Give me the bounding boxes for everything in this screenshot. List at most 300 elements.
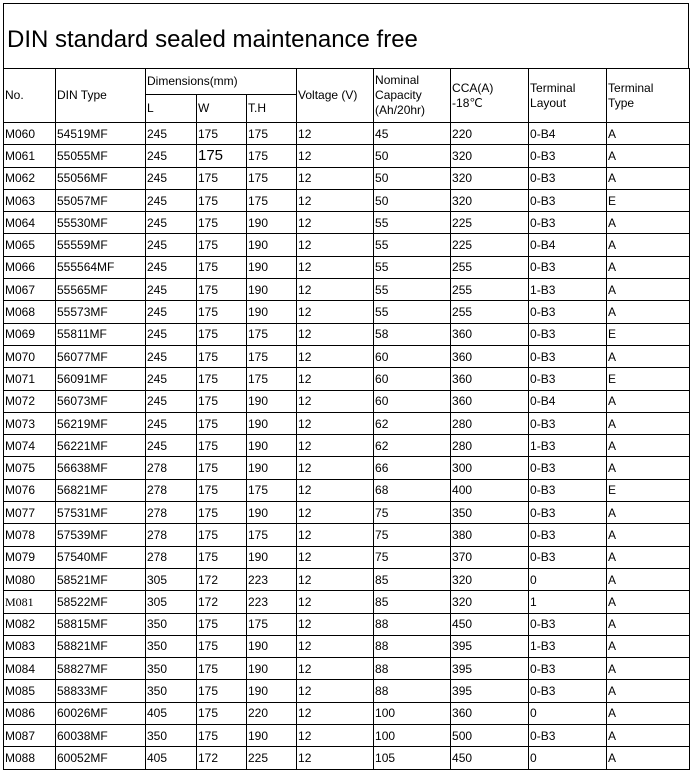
cell-cca: 320: [451, 591, 529, 613]
cell-din-type: 56077MF: [56, 345, 146, 367]
cell-terminal-layout: 0-B3: [529, 658, 607, 680]
cell-voltage: 12: [297, 301, 374, 323]
cell-capacity: 85: [374, 568, 451, 590]
cell-terminal-type: A: [607, 390, 690, 412]
cell-din-type: 55811MF: [56, 323, 146, 345]
cell-din-type: 56638MF: [56, 457, 146, 479]
cell-no: M073: [4, 412, 56, 434]
cell-voltage: 12: [297, 123, 374, 145]
cell-terminal-layout: 1-B3: [529, 279, 607, 301]
cell-length: 245: [146, 279, 197, 301]
header-terminal-type-line1: Terminal: [608, 80, 654, 95]
header-no: No.: [4, 69, 56, 123]
cell-height: 175: [247, 145, 297, 167]
cell-height: 190: [247, 301, 297, 323]
cell-cca: 255: [451, 279, 529, 301]
table-row: [4, 412, 690, 434]
cell-no: M070: [4, 345, 56, 367]
cell-width: 175: [197, 635, 247, 657]
cell-width: 172: [197, 591, 247, 613]
cell-voltage: 12: [297, 390, 374, 412]
cell-terminal-type: A: [607, 167, 690, 189]
cell-capacity: 50: [374, 167, 451, 189]
cell-height: 175: [247, 323, 297, 345]
cell-terminal-type: A: [607, 546, 690, 568]
cell-capacity: 62: [374, 412, 451, 434]
cell-voltage: 12: [297, 747, 374, 769]
cell-capacity: 60: [374, 345, 451, 367]
table-row: [4, 502, 690, 524]
cell-no: M063: [4, 189, 56, 211]
cell-length: 278: [146, 502, 197, 524]
cell-din-type: 58827MF: [56, 658, 146, 680]
cell-din-type: 58521MF: [56, 568, 146, 590]
table-row: [4, 368, 690, 390]
cell-no: M060: [4, 123, 56, 145]
table-row: [4, 145, 690, 167]
cell-no: M086: [4, 702, 56, 724]
cell-din-type: 55559MF: [56, 234, 146, 256]
cell-terminal-layout: 0: [529, 747, 607, 769]
cell-voltage: 12: [297, 345, 374, 367]
table-row: [4, 658, 690, 680]
cell-no: M085: [4, 680, 56, 702]
cell-capacity: 100: [374, 702, 451, 724]
cell-length: 305: [146, 568, 197, 590]
table-row: [4, 167, 690, 189]
cell-terminal-layout: 0-B3: [529, 613, 607, 635]
cell-width: 175: [197, 457, 247, 479]
cell-length: 350: [146, 725, 197, 747]
header-voltage: Voltage (V): [297, 69, 374, 123]
cell-cca: 350: [451, 502, 529, 524]
cell-din-type: 55573MF: [56, 301, 146, 323]
cell-din-type: 58821MF: [56, 635, 146, 657]
cell-length: 350: [146, 680, 197, 702]
cell-din-type: 55565MF: [56, 279, 146, 301]
cell-terminal-layout: 0-B3: [529, 167, 607, 189]
cell-length: 278: [146, 546, 197, 568]
cell-capacity: 66: [374, 457, 451, 479]
cell-height: 175: [247, 345, 297, 367]
cell-no: M071: [4, 368, 56, 390]
cell-width: 175: [197, 502, 247, 524]
cell-din-type: 56073MF: [56, 390, 146, 412]
cell-height: 190: [247, 212, 297, 234]
cell-terminal-layout: 0-B3: [529, 345, 607, 367]
header-dim-l: L: [146, 95, 197, 123]
cell-terminal-type: A: [607, 301, 690, 323]
cell-terminal-type: E: [607, 479, 690, 501]
cell-width: 175: [197, 613, 247, 635]
cell-height: 223: [247, 568, 297, 590]
cell-capacity: 60: [374, 390, 451, 412]
cell-width: 175: [197, 546, 247, 568]
cell-length: 350: [146, 613, 197, 635]
cell-cca: 500: [451, 725, 529, 747]
cell-no: M078: [4, 524, 56, 546]
cell-terminal-layout: 0-B3: [529, 256, 607, 278]
cell-no: M080: [4, 568, 56, 590]
cell-terminal-layout: 1: [529, 591, 607, 613]
cell-height: 190: [247, 279, 297, 301]
cell-capacity: 88: [374, 680, 451, 702]
cell-width: 175: [197, 702, 247, 724]
cell-din-type: 60052MF: [56, 747, 146, 769]
header-capacity: [374, 69, 451, 123]
cell-cca: 225: [451, 212, 529, 234]
cell-terminal-layout: 0-B3: [529, 502, 607, 524]
cell-capacity: 58: [374, 323, 451, 345]
cell-terminal-type: A: [607, 256, 690, 278]
cell-din-type: 58522MF: [56, 591, 146, 613]
cell-height: 175: [247, 479, 297, 501]
cell-din-type: 55057MF: [56, 189, 146, 211]
cell-height: 225: [247, 747, 297, 769]
cell-length: 245: [146, 435, 197, 457]
cell-terminal-type: A: [607, 435, 690, 457]
cell-no: M075: [4, 457, 56, 479]
cell-height: 220: [247, 702, 297, 724]
cell-capacity: 62: [374, 435, 451, 457]
cell-width: 175: [197, 256, 247, 278]
cell-voltage: 12: [297, 658, 374, 680]
cell-cca: 370: [451, 546, 529, 568]
cell-cca: 320: [451, 189, 529, 211]
cell-no: M069: [4, 323, 56, 345]
cell-din-type: 55530MF: [56, 212, 146, 234]
cell-no: M061: [4, 145, 56, 167]
cell-capacity: 50: [374, 145, 451, 167]
cell-cca: 395: [451, 658, 529, 680]
cell-height: 190: [247, 390, 297, 412]
cell-width: 175: [197, 390, 247, 412]
cell-height: 175: [247, 613, 297, 635]
header-terminal-layout-line1: Terminal: [530, 80, 576, 95]
page-title: DIN standard sealed maintenance free: [3, 3, 689, 69]
cell-cca: 395: [451, 635, 529, 657]
cell-no: M066: [4, 256, 56, 278]
cell-terminal-type: A: [607, 613, 690, 635]
cell-capacity: 75: [374, 524, 451, 546]
table-row: [4, 479, 690, 501]
cell-terminal-layout: 0-B3: [529, 189, 607, 211]
cell-terminal-type: E: [607, 323, 690, 345]
cell-voltage: 12: [297, 613, 374, 635]
table-row: [4, 591, 690, 613]
header-terminal-type: [607, 69, 690, 123]
header-terminal-layout: [529, 69, 607, 123]
table-row: [4, 234, 690, 256]
cell-no: M072: [4, 390, 56, 412]
table-row: [4, 568, 690, 590]
cell-cca: 360: [451, 345, 529, 367]
cell-height: 223: [247, 591, 297, 613]
cell-width: 175: [197, 680, 247, 702]
cell-terminal-type: A: [607, 212, 690, 234]
cell-cca: 220: [451, 123, 529, 145]
table-row: [4, 613, 690, 635]
header-terminal-type-line2: Type: [608, 95, 635, 110]
cell-cca: 255: [451, 256, 529, 278]
cell-height: 175: [247, 167, 297, 189]
cell-voltage: 12: [297, 323, 374, 345]
cell-height: 190: [247, 435, 297, 457]
cell-cca: 320: [451, 145, 529, 167]
cell-cca: 320: [451, 568, 529, 590]
cell-din-type: 56219MF: [56, 412, 146, 434]
cell-din-type: 55056MF: [56, 167, 146, 189]
cell-voltage: 12: [297, 635, 374, 657]
cell-terminal-layout: 0-B3: [529, 457, 607, 479]
cell-terminal-type: A: [607, 524, 690, 546]
battery-spec-table: [3, 68, 690, 770]
cell-no: M067: [4, 279, 56, 301]
cell-no: M065: [4, 234, 56, 256]
cell-cca: 450: [451, 747, 529, 769]
cell-din-type: 60038MF: [56, 725, 146, 747]
cell-cca: 360: [451, 390, 529, 412]
table-row: [4, 345, 690, 367]
cell-height: 190: [247, 457, 297, 479]
cell-capacity: 55: [374, 279, 451, 301]
cell-capacity: 88: [374, 635, 451, 657]
header-capacity-line1: Nominal: [375, 73, 420, 87]
cell-height: 190: [247, 658, 297, 680]
cell-length: 245: [146, 212, 197, 234]
cell-no: M076: [4, 479, 56, 501]
cell-voltage: 12: [297, 524, 374, 546]
cell-length: 245: [146, 145, 197, 167]
cell-capacity: 85: [374, 591, 451, 613]
cell-cca: 360: [451, 323, 529, 345]
cell-height: 190: [247, 412, 297, 434]
table-row: [4, 212, 690, 234]
cell-terminal-layout: 0-B3: [529, 524, 607, 546]
cell-voltage: 12: [297, 546, 374, 568]
cell-capacity: 68: [374, 479, 451, 501]
table-row: [4, 435, 690, 457]
table-row: [4, 256, 690, 278]
cell-cca: 320: [451, 167, 529, 189]
cell-no: M077: [4, 502, 56, 524]
cell-length: 245: [146, 189, 197, 211]
cell-terminal-type: A: [607, 412, 690, 434]
cell-voltage: 12: [297, 591, 374, 613]
header-capacity-line2: Capacity: [375, 88, 422, 102]
cell-voltage: 12: [297, 435, 374, 457]
cell-terminal-type: A: [607, 591, 690, 613]
cell-terminal-layout: 1-B3: [529, 635, 607, 657]
cell-terminal-type: A: [607, 457, 690, 479]
cell-width: 175: [197, 479, 247, 501]
cell-length: 278: [146, 457, 197, 479]
cell-capacity: 60: [374, 368, 451, 390]
cell-length: 278: [146, 479, 197, 501]
cell-terminal-type: A: [607, 568, 690, 590]
header-capacity-line3: (Ah/20hr): [375, 103, 426, 117]
cell-width: 175: [197, 345, 247, 367]
cell-din-type: 56821MF: [56, 479, 146, 501]
table-row: [4, 725, 690, 747]
cell-length: 245: [146, 256, 197, 278]
cell-no: M079: [4, 546, 56, 568]
header-cca-line2: -18℃: [452, 95, 483, 110]
cell-cca: 255: [451, 301, 529, 323]
cell-voltage: 12: [297, 212, 374, 234]
cell-terminal-layout: 0-B4: [529, 123, 607, 145]
table-row: [4, 323, 690, 345]
cell-width: 172: [197, 747, 247, 769]
cell-length: 278: [146, 524, 197, 546]
cell-width: 175: [197, 167, 247, 189]
cell-height: 190: [247, 502, 297, 524]
header-dimensions: Dimensions(mm): [146, 69, 297, 95]
cell-length: 245: [146, 234, 197, 256]
cell-cca: 400: [451, 479, 529, 501]
cell-terminal-layout: 0-B3: [529, 145, 607, 167]
table-row: [4, 546, 690, 568]
cell-terminal-type: A: [607, 123, 690, 145]
cell-terminal-layout: 0: [529, 568, 607, 590]
cell-capacity: 50: [374, 189, 451, 211]
cell-terminal-layout: 0-B3: [529, 546, 607, 568]
cell-capacity: 105: [374, 747, 451, 769]
cell-width: 175: [197, 189, 247, 211]
cell-capacity: 55: [374, 234, 451, 256]
cell-length: 350: [146, 658, 197, 680]
cell-cca: 360: [451, 702, 529, 724]
cell-terminal-layout: 0: [529, 702, 607, 724]
cell-cca: 380: [451, 524, 529, 546]
cell-terminal-type: A: [607, 680, 690, 702]
cell-cca: 300: [451, 457, 529, 479]
cell-cca: 280: [451, 412, 529, 434]
table-row: [4, 123, 690, 145]
cell-length: 245: [146, 368, 197, 390]
cell-voltage: 12: [297, 189, 374, 211]
cell-length: 405: [146, 747, 197, 769]
table-row: [4, 189, 690, 211]
table-body: [4, 123, 690, 770]
cell-length: 245: [146, 323, 197, 345]
cell-capacity: 88: [374, 613, 451, 635]
cell-terminal-layout: 0-B4: [529, 390, 607, 412]
cell-cca: 225: [451, 234, 529, 256]
header-cca: [451, 69, 529, 123]
cell-no: M083: [4, 635, 56, 657]
cell-terminal-type: A: [607, 502, 690, 524]
cell-din-type: 60026MF: [56, 702, 146, 724]
cell-capacity: 55: [374, 301, 451, 323]
table-row: [4, 390, 690, 412]
cell-length: 245: [146, 412, 197, 434]
cell-terminal-type: A: [607, 145, 690, 167]
cell-width: 175: [197, 368, 247, 390]
table-row: [4, 702, 690, 724]
cell-height: 190: [247, 635, 297, 657]
cell-terminal-type: E: [607, 368, 690, 390]
cell-width: 175: [197, 725, 247, 747]
header-din-type: DIN Type: [56, 69, 146, 123]
cell-height: 175: [247, 524, 297, 546]
cell-width: 175: [197, 524, 247, 546]
cell-height: 190: [247, 725, 297, 747]
cell-length: 245: [146, 345, 197, 367]
cell-height: 190: [247, 234, 297, 256]
cell-no: M087: [4, 725, 56, 747]
cell-voltage: 12: [297, 502, 374, 524]
cell-length: 245: [146, 390, 197, 412]
cell-voltage: 12: [297, 279, 374, 301]
cell-voltage: 12: [297, 167, 374, 189]
cell-capacity: 55: [374, 256, 451, 278]
cell-voltage: 12: [297, 702, 374, 724]
cell-terminal-type: A: [607, 702, 690, 724]
cell-height: 175: [247, 368, 297, 390]
cell-width: 175: [197, 145, 247, 167]
cell-terminal-type: A: [607, 279, 690, 301]
cell-din-type: 58815MF: [56, 613, 146, 635]
cell-terminal-type: A: [607, 747, 690, 769]
cell-width: 175: [197, 323, 247, 345]
table-row: [4, 635, 690, 657]
cell-width: 175: [197, 279, 247, 301]
cell-terminal-layout: 0-B3: [529, 412, 607, 434]
cell-height: 190: [247, 256, 297, 278]
cell-height: 190: [247, 546, 297, 568]
cell-terminal-layout: 0-B3: [529, 479, 607, 501]
cell-terminal-layout: 0-B4: [529, 234, 607, 256]
header-dim-th: T.H: [247, 95, 297, 123]
cell-capacity: 88: [374, 658, 451, 680]
cell-width: 175: [197, 658, 247, 680]
header-cca-line1: CCA(A): [452, 80, 494, 95]
cell-voltage: 12: [297, 479, 374, 501]
cell-no: M064: [4, 212, 56, 234]
cell-din-type: 57531MF: [56, 502, 146, 524]
cell-voltage: 12: [297, 457, 374, 479]
cell-length: 305: [146, 591, 197, 613]
cell-din-type: 57539MF: [56, 524, 146, 546]
cell-length: 245: [146, 301, 197, 323]
cell-din-type: 56221MF: [56, 435, 146, 457]
cell-width: 175: [197, 123, 247, 145]
cell-voltage: 12: [297, 412, 374, 434]
cell-voltage: 12: [297, 568, 374, 590]
cell-din-type: 555564MF: [56, 256, 146, 278]
table-row: [4, 457, 690, 479]
cell-voltage: 12: [297, 145, 374, 167]
cell-width: 175: [197, 412, 247, 434]
cell-length: 350: [146, 635, 197, 657]
cell-terminal-layout: 0-B3: [529, 212, 607, 234]
cell-no: M088: [4, 747, 56, 769]
cell-height: 175: [247, 123, 297, 145]
cell-voltage: 12: [297, 680, 374, 702]
cell-voltage: 12: [297, 725, 374, 747]
cell-length: 245: [146, 167, 197, 189]
cell-terminal-type: A: [607, 725, 690, 747]
cell-no: M084: [4, 658, 56, 680]
cell-terminal-layout: 0-B3: [529, 368, 607, 390]
cell-din-type: 55055MF: [56, 145, 146, 167]
cell-cca: 280: [451, 435, 529, 457]
table-row: [4, 279, 690, 301]
cell-terminal-layout: 0-B3: [529, 323, 607, 345]
cell-terminal-type: E: [607, 189, 690, 211]
table-row: [4, 524, 690, 546]
